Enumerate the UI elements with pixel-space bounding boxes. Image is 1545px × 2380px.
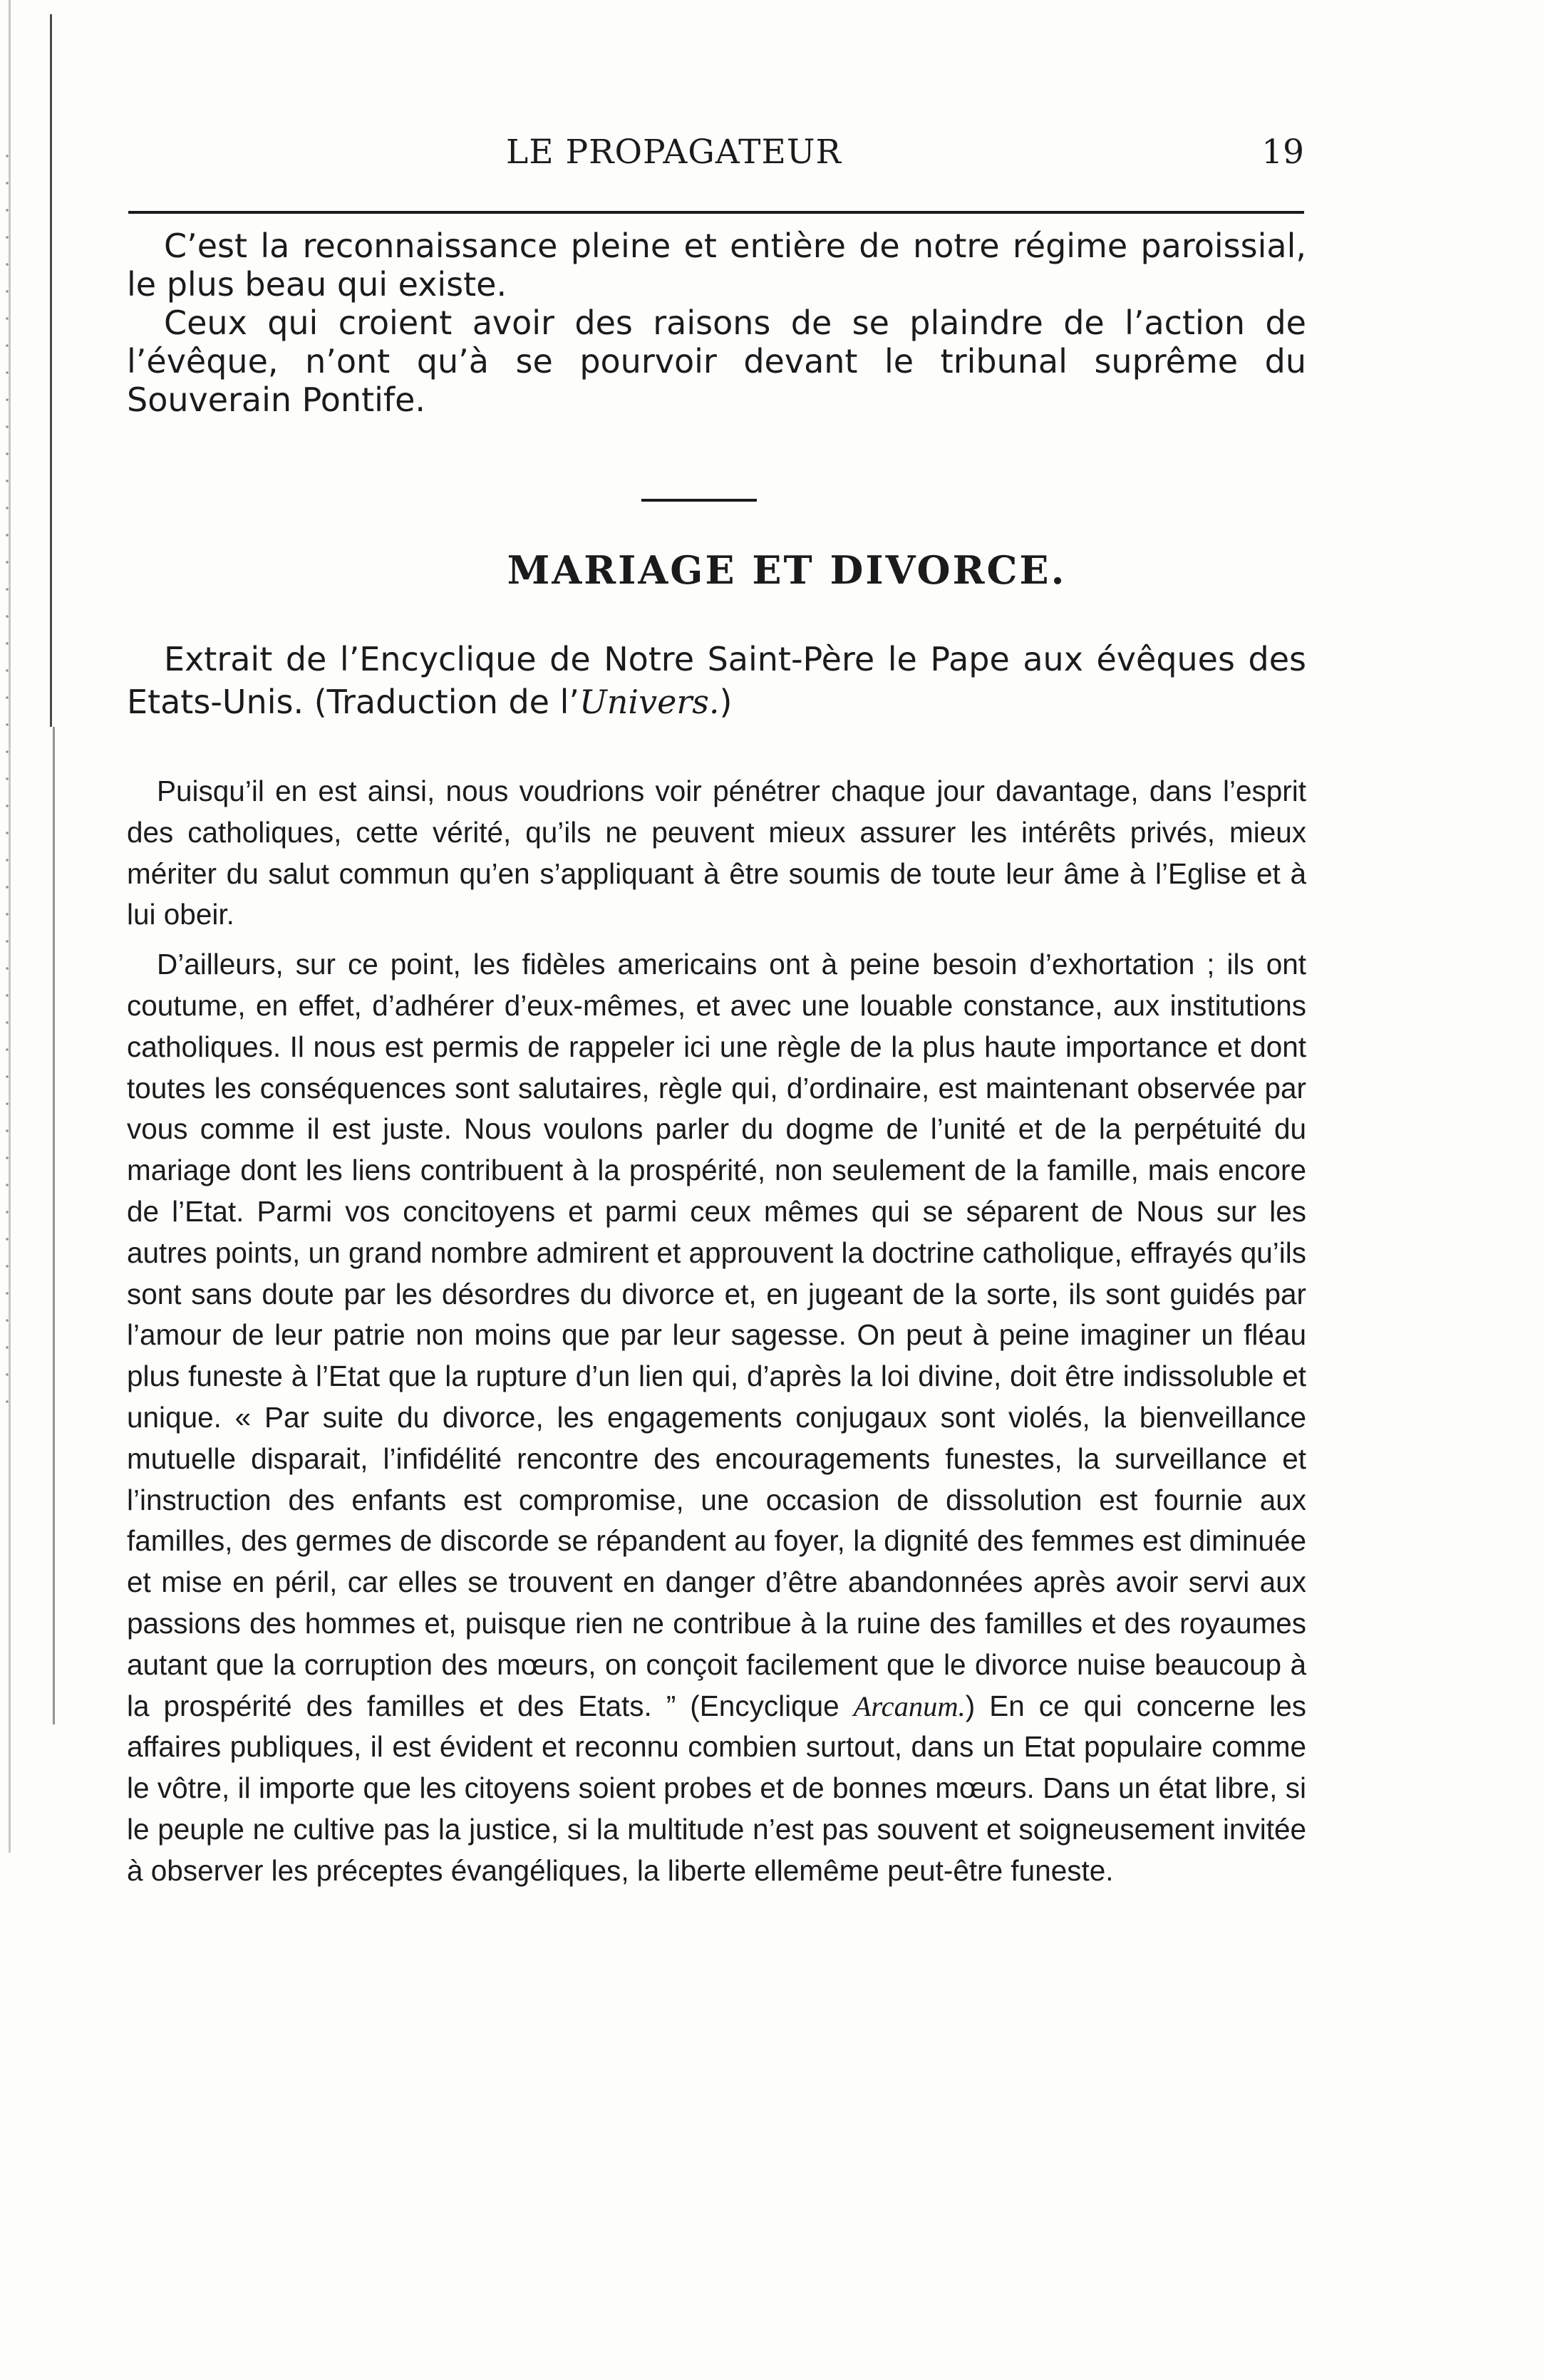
body-text-segment: D’ailleurs, sur ce point, les fidèles americains ont à peine besoin d’exhortation ; ils ont coutume, en effet, d’adhérer d’eux-mêmes, et avec une louable constance, aux institutions catholiques. Il nous est permis de rappeler ici une règle de la plus haute importance et dont toutes les conséquences sont salutaires, règle qui, d’ordinaire, est maintenant observée par vous comme il est juste. Nous voulons parler du dogme de l’unité et de la perpétuité du mariage dont les liens contribuent à la prospérité, non seulement de la famille, mais encore de l’Etat. Parmi vos concitoyens et parmi ceux mêmes qui se séparent de Nous sur les autres points, un grand nombre admirent et approuvent la doctrine catholique, effrayés qu’ils sont sans doute par les désordres du divorce et, en jugeant de la sorte, ils sont guidés par l’amour de leur patrie non moins que par leur sagesse. On peut à peine imaginer un fléau plus funeste à l’Etat que la rupture d’un lien qui, d’après la loi divine, doit être indissoluble et unique. « Par suite du divorce, les engagements conjugaux sont violés, la bienveillance mutuelle disparait, l’infidélité rencontre des encouragements funestes, la surveillance et l’instruction des enfants est compromise, une occasion de dissolution est fournie aux familles, des germes de discorde se répandent au foyer, la dignité des femmes est diminuée et mise en péril, car elles se trouvent en danger d’être abandonnées après avoir servi aux passions des hommes et, puisque rien ne contribue à la ruine des familles et des royaumes autant que la corruption des mœurs, on conçoit facilement que le divorce nuise beaucoup à la prospérité des familles et des Etats. ” (Encyclique: [127, 948, 1306, 1722]
article-title: MARIAGE ET DIVORCE.: [507, 547, 1067, 593]
running-title: LE PROPAGATEUR: [506, 133, 842, 172]
encyclical-title: Arcanum.: [853, 1690, 966, 1722]
body-paragraph: [127, 944, 1306, 1891]
scan-edge-line: [53, 727, 55, 1724]
intro-paragraph: C’est la reconnaissance pleine et entière de notre régime paroissial, le plus beau qui existe.: [127, 227, 1306, 304]
scan-edge-line: [50, 14, 52, 727]
page-number: 19: [1261, 133, 1304, 172]
subtitle-paragraph: [127, 638, 1306, 723]
body-text-segment: ) En ce qui concerne les affaires publiques, il est évident et reconnu combien surtout, dans un Etat populaire comme le vôtre, il importe que les citoyens soient probes et de bonnes mœurs. Dans un état libre, si le peuple ne cultive pas la justice, si la multitude n’est pas souvent et soigneusement invitée à observer les préceptes évangéliques, la liberte ellemême peut-être funeste.: [127, 1689, 1306, 1887]
section-divider: [641, 499, 757, 502]
header-rule: [128, 211, 1304, 214]
scan-edge-marks: [6, 143, 9, 1425]
article-body: [127, 771, 1306, 1900]
scan-edge-line: [9, 0, 11, 1853]
subtitle-source: Univers.: [579, 683, 720, 721]
subtitle-text: Extrait de l’Encyclique de Notre Saint-Père le Pape aux évêques des Etats-Unis. (Traduction de l’: [127, 640, 1306, 721]
intro-text: [127, 227, 1306, 419]
body-paragraph: Puisqu’il en est ainsi, nous voudrions voir pénétrer chaque jour davantage, dans l’esprit des catholiques, cette vérité, qu’ils ne peuvent mieux assurer les intérêts privés, mieux mériter du salut commun qu’en s’appliquant à être soumis de toute leur âme à l’Eglise et à lui obeir.: [127, 775, 1306, 931]
intro-paragraph: Ceux qui croient avoir des raisons de se plaindre de l’action de l’évêque, n’ont qu’à se pourvoir devant le tribunal suprême du Souverain Pontife.: [127, 304, 1306, 419]
page-header: [128, 127, 1304, 184]
article-subtitle: [127, 638, 1306, 723]
subtitle-end: ): [719, 683, 733, 721]
